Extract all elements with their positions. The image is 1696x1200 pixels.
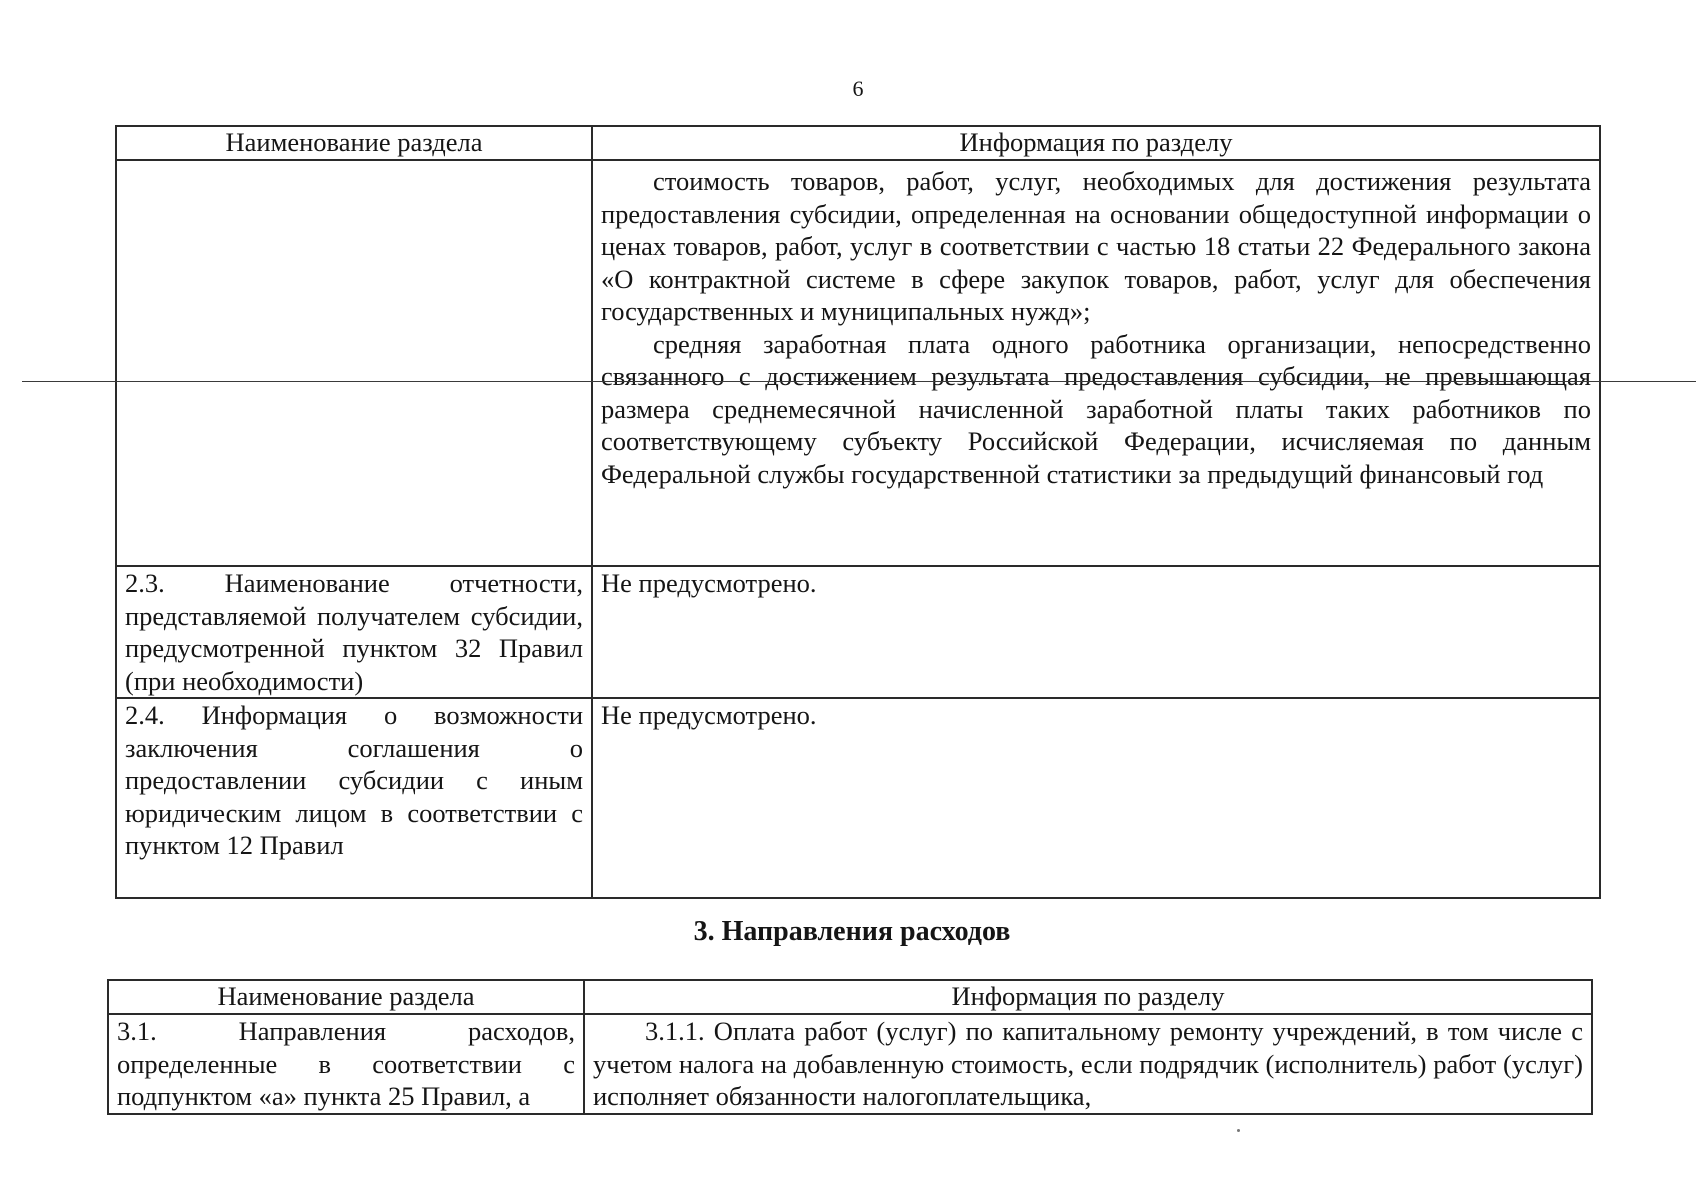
- section-2-table: [115, 125, 1601, 899]
- section-3-table: [107, 979, 1593, 1115]
- row-info-cell: Не предусмотрено.: [592, 698, 1600, 898]
- table-row: [116, 698, 1600, 898]
- column-header-section-info: Информация по разделу: [592, 126, 1600, 160]
- table-row: [108, 1014, 1592, 1114]
- row-label-cell: 2.3. Наименование отчетности, представляемой получателем субсидии, предусмотренной пунктом 32 Правил (при необходимости): [116, 566, 592, 698]
- scan-speck: [1237, 1129, 1240, 1132]
- table-row: [116, 160, 1600, 566]
- row-info-cell: [592, 160, 1600, 566]
- row-info-cell: Не предусмотрено.: [592, 566, 1600, 698]
- table-header-row: [116, 126, 1600, 160]
- table-header-row: [108, 980, 1592, 1014]
- paragraph-goods-cost: стоимость товаров, работ, услуг, необходимых для достижения результата предоставления субсидии, определенная на основании общедоступной информации о ценах товаров, работ, услуг в соответствии с частью 18 статьи 22 Федерального закона «О контрактной системе в сфере закупок товаров, работ, услуг для обеспечения государственных и муниципальных нужд»;: [601, 166, 1591, 326]
- row-info-cell: [584, 1014, 1592, 1114]
- column-header-section-info: Информация по разделу: [584, 980, 1592, 1014]
- page-number: 6: [852, 76, 864, 101]
- paragraph-average-salary: средняя заработная плата одного работника организации, непосредственно связанного с достижением результата предоставления субсидии, не превышающая размера среднемесячной начисленной заработной платы таких работников по соответствующему субъекту Российской Федерации, исчисляемая по данным Федеральной службы государственной статистики за предыдущий финансовый год: [601, 328, 1591, 489]
- row-label-cell: [116, 160, 592, 566]
- paragraph-capital-repair: 3.1.1. Оплата работ (услуг) по капитальному ремонту учреждений, в том числе с учетом налога на добавленную стоимость, если подрядчик (исполнитель) работ (услуг) исполняет обязанности налогоплательщика,: [593, 1016, 1583, 1111]
- row-label-cell: 2.4. Информация о возможности заключения соглашения о предоставлении субсидии с иным юридическим лицом в соответствии с пунктом 12 Правил: [116, 698, 592, 898]
- row-label-cell: 3.1. Направления расходов, определенные в соответствии с подпунктом «а» пункта 25 Правил, а: [108, 1014, 584, 1114]
- table-row: [116, 566, 1600, 698]
- column-header-section-name: Наименование раздела: [108, 980, 584, 1014]
- section-title: 3. Направления расходов: [693, 916, 1011, 947]
- column-header-section-name: Наименование раздела: [116, 126, 592, 160]
- scan-artifact-line: [22, 381, 1696, 382]
